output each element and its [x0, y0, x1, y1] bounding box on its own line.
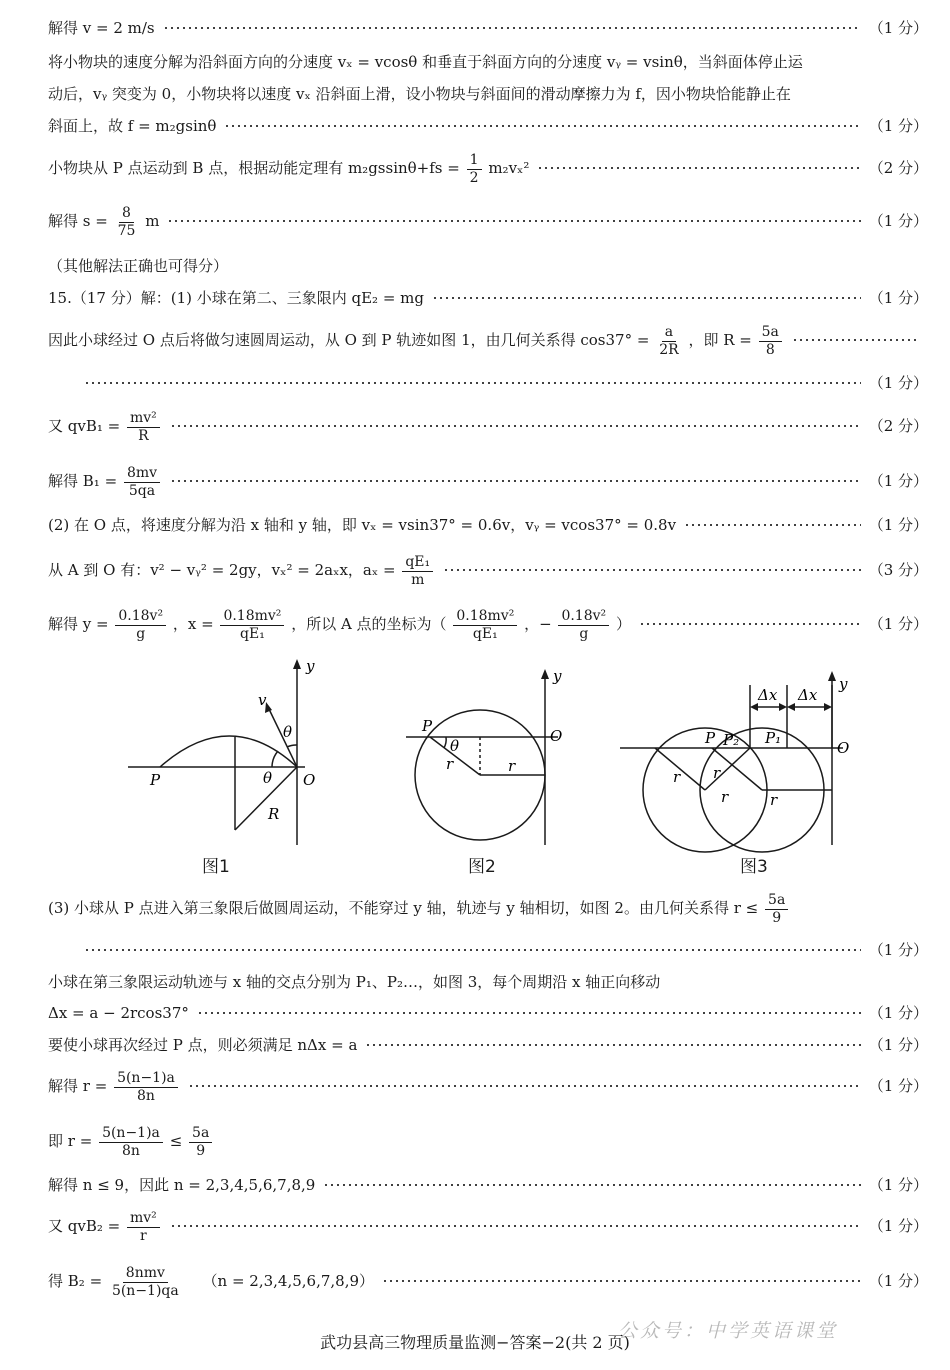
line-note — [48, 256, 928, 276]
dot-leader — [382, 1280, 861, 1282]
line-n-values — [48, 1175, 928, 1195]
fraction: $\frac{8mv}{5qa}$ — [124, 465, 160, 500]
label-R: R — [268, 805, 280, 823]
y-arrow-icon — [541, 669, 549, 679]
score: （1 分） — [868, 19, 928, 37]
line-slide-up — [48, 84, 928, 104]
label-r-4: r — [770, 791, 778, 809]
dot-leader — [224, 125, 860, 127]
fraction: $\frac{\text{qE₁}}{m}$ — [402, 554, 433, 589]
formula-pre: 又 qvB₁ = — [48, 417, 121, 435]
arrow-head-icon — [824, 703, 832, 711]
line-condition — [48, 1035, 928, 1055]
dot-leader — [188, 1085, 861, 1087]
formula-pre: 从 A 到 O 有：v² − vᵧ² = 2gy，vₓ² = 2aₓx，aₓ = — [48, 561, 396, 579]
figure-3 — [615, 665, 875, 855]
line-velocity-components — [48, 515, 928, 535]
line-A-coordinates — [48, 604, 928, 644]
dot-leader — [170, 425, 861, 427]
label-r-left: r — [446, 755, 454, 773]
score: （1 分） — [868, 516, 928, 534]
formula-pre: 解得 B₁ = — [48, 472, 118, 490]
line-r-result — [48, 1066, 928, 1106]
label-P: P — [422, 717, 433, 735]
label-y: y — [306, 657, 315, 675]
dot-leader — [639, 623, 861, 625]
line-velocity-decomposition — [48, 52, 928, 72]
line-text: Δx = a − 2rcos37° — [48, 1004, 189, 1022]
fraction: $\frac{a}{2R}$ — [659, 323, 679, 358]
fraction: $\frac{5a}{9}$ — [765, 892, 788, 927]
formula-pre: 解得 s = — [48, 212, 108, 230]
label-r-3: r — [721, 788, 729, 806]
formula-pre: 即 r = — [48, 1132, 93, 1150]
dot-leader — [170, 480, 861, 482]
dot-leader — [323, 1184, 860, 1186]
line-text: (2) 在 O 点，将速度分解为沿 x 轴和 y 轴，即 vₓ = vsin37° = 0.6v，vᵧ = vcos37° = 0.8v — [48, 516, 677, 534]
fraction: $\frac{\text{8nmv}}{5(n-1)qa}$ — [111, 1264, 179, 1299]
formula-mid: ，− — [524, 615, 552, 633]
arrow-head-icon — [779, 703, 787, 711]
angle-theta-top-arc — [287, 745, 297, 747]
formula-pre: 得 B₂ = — [48, 1272, 103, 1290]
fraction: $\frac{\text{0.18v²}}{g}$ — [115, 608, 166, 643]
line-intersections — [48, 972, 928, 992]
score: （1 分） — [868, 1004, 928, 1022]
arrow-head-icon — [787, 703, 795, 711]
line-part3-start — [48, 888, 928, 928]
figure-2 — [398, 665, 588, 855]
label-y: y — [553, 667, 562, 685]
label-P: P — [150, 771, 161, 789]
line-text: 15.（17 分）解：(1) 小球在第二、三象限内 qE₂ = mg — [48, 289, 424, 307]
label-r-1: r — [673, 768, 681, 786]
angle-theta-arc — [272, 751, 278, 767]
score: （1 分） — [868, 289, 928, 307]
score: （1 分） — [868, 374, 928, 392]
formula-pre: 又 qvB₂ = — [48, 1217, 121, 1235]
label-r-2: r — [713, 764, 721, 782]
fraction: $\frac{\text{0.18mv²}}{\text{qE₁}}$ — [453, 608, 517, 643]
formula-mid: ≤ — [169, 1132, 183, 1150]
score: （1 分） — [868, 472, 928, 490]
dot-leader — [537, 167, 860, 169]
formula-pre: 解得 r = — [48, 1077, 108, 1095]
line-text: 要使小球再次经过 P 点，则必须满足 nΔx = a — [48, 1036, 358, 1054]
figure-3-caption: 图3 — [740, 857, 768, 877]
label-theta: θ — [450, 737, 460, 755]
line-B1-result — [48, 461, 928, 501]
score: （1 分） — [868, 1272, 928, 1290]
dot-leader — [84, 382, 861, 384]
dot-leader — [163, 27, 861, 29]
label-v: v — [258, 691, 267, 709]
label-O: O — [303, 771, 316, 789]
fraction: $\frac{5a}{8}$ — [759, 324, 782, 359]
formula-post: （n = 2,3,4,5,6,7,8,9） — [202, 1272, 375, 1290]
figure-1 — [120, 655, 350, 855]
label-dx-1: Δx — [758, 686, 778, 704]
score: （1 分） — [868, 1176, 928, 1194]
score: （3 分） — [868, 561, 928, 579]
line-text: 斜面上，故 f = m₂gsinθ — [48, 117, 217, 135]
watermark: 公众号：中学英语课堂 — [618, 1320, 839, 1342]
y-arrow-icon — [293, 659, 301, 669]
label-r-right: r — [508, 757, 516, 775]
fraction: $\frac{5a}{9}$ — [189, 1125, 212, 1160]
dot-leader — [432, 297, 861, 299]
score: （1 分） — [868, 212, 928, 231]
dot-leader — [170, 1225, 861, 1227]
line-text: 动后，vᵧ 突变为 0，小物块将以速度 vₓ 沿斜面上滑，设小物块与斜面间的滑动摩擦力为 f，因小物块恰能静止在 — [48, 85, 791, 103]
line-v-result — [48, 18, 928, 38]
line-delta-x — [48, 1003, 928, 1023]
trajectory-arc — [160, 736, 297, 767]
score: （2 分） — [868, 159, 928, 178]
formula-mid: ，x = — [172, 615, 214, 633]
line-r-inequality — [48, 1121, 928, 1161]
page-footer: 武功县高三物理质量监测−答案−2(共 2 页) — [320, 1333, 630, 1352]
fraction: $\frac{1}{2}$ — [467, 152, 482, 187]
line-s-result — [48, 203, 928, 240]
line-friction — [48, 116, 928, 136]
arrow-head-icon — [750, 703, 758, 711]
formula-mid: ，即 R = — [688, 331, 752, 349]
formula-pre: 解得 y = — [48, 615, 109, 633]
formula-pre: (3) 小球从 P 点进入第三象限后做圆周运动，不能穿过 y 轴，轨迹与 y 轴相切，如图 2。由几何关系得 r ≤ — [48, 899, 759, 917]
formula-pre: 小物块从 P 点运动到 B 点，根据动能定理有 m₂gssinθ+fs = — [48, 159, 460, 177]
label-theta-mid: θ — [263, 769, 273, 787]
label-y: y — [839, 675, 848, 693]
line-continued-score-2 — [84, 940, 928, 960]
line-kinematics — [48, 550, 928, 590]
fraction: $\frac{5(n-1)a}{8n}$ — [114, 1070, 178, 1105]
score: （2 分） — [868, 417, 928, 435]
score: （1 分） — [868, 1077, 928, 1095]
score: （1 分） — [868, 117, 928, 135]
line-text: 解得 v = 2 m/s — [48, 19, 155, 37]
fraction: $\frac{\text{0.18v²}}{g}$ — [558, 608, 609, 643]
score: （1 分） — [868, 615, 928, 633]
formula-pre: 因此小球经过 O 点后将做匀速圆周运动，从 O 到 P 轨迹如图 1，由几何关系得 cos37° = — [48, 331, 650, 349]
dot-leader — [684, 524, 861, 526]
line-text: 小球在第三象限运动轨迹与 x 轴的交点分别为 P₁、P₂…，如图 3，每个周期沿 x 轴正向移动 — [48, 973, 661, 991]
dot-leader — [443, 569, 861, 571]
score: （1 分） — [868, 1217, 928, 1235]
label-P: P — [705, 729, 716, 747]
line-energy-theorem — [48, 150, 928, 187]
label-O: O — [550, 727, 563, 745]
line-text: 解得 n ≤ 9，因此 n = 2,3,4,5,6,7,8,9 — [48, 1176, 316, 1194]
fraction: $\frac{\text{mv²}}{r}$ — [127, 1210, 160, 1245]
score: （1 分） — [868, 941, 928, 959]
formula-post: m — [145, 212, 160, 230]
line-continued-score — [84, 373, 928, 393]
line-geometry-R — [48, 320, 928, 360]
fraction: $\frac{\text{0.18mv²}}{\text{qE₁}}$ — [220, 608, 284, 643]
label-dx-2: Δx — [798, 686, 818, 704]
label-P1: P₁ — [765, 729, 782, 747]
dot-leader — [792, 339, 920, 341]
figure-1-caption: 图1 — [202, 857, 230, 877]
line-lorentz-B2 — [48, 1206, 928, 1246]
dot-leader — [167, 220, 860, 222]
dot-leader — [365, 1044, 860, 1046]
fraction: $\frac{5(n-1)a}{8n}$ — [99, 1125, 163, 1160]
fraction: $\frac{\text{mv²}}{R}$ — [127, 410, 160, 445]
formula-post: m₂vₓ² — [488, 159, 530, 177]
line-B2-result — [48, 1261, 928, 1301]
angle-theta-arc — [444, 737, 446, 748]
fraction: $\frac{8}{75}$ — [117, 204, 136, 239]
label-theta-top: θ — [283, 723, 293, 741]
y-arrow-icon — [828, 671, 836, 681]
label-P2: P₂ — [723, 731, 740, 749]
dot-leader — [84, 949, 861, 951]
line-q15-start — [48, 288, 928, 308]
line-lorentz-B1 — [48, 406, 928, 446]
formula-mid: ，所以 A 点的坐标为（ — [291, 615, 447, 633]
line-text: （其他解法正确也可得分） — [48, 257, 229, 275]
dot-leader — [197, 1012, 861, 1014]
figure-2-caption: 图2 — [468, 857, 496, 877]
line-text: 将小物块的速度分解为沿斜面方向的分速度 vₓ = vcosθ 和垂直于斜面方向的分速度 vᵧ = vsinθ，当斜面体停止运 — [48, 53, 803, 71]
label-O: O — [837, 739, 850, 757]
formula-post: ） — [615, 615, 631, 633]
score: （1 分） — [868, 1036, 928, 1054]
